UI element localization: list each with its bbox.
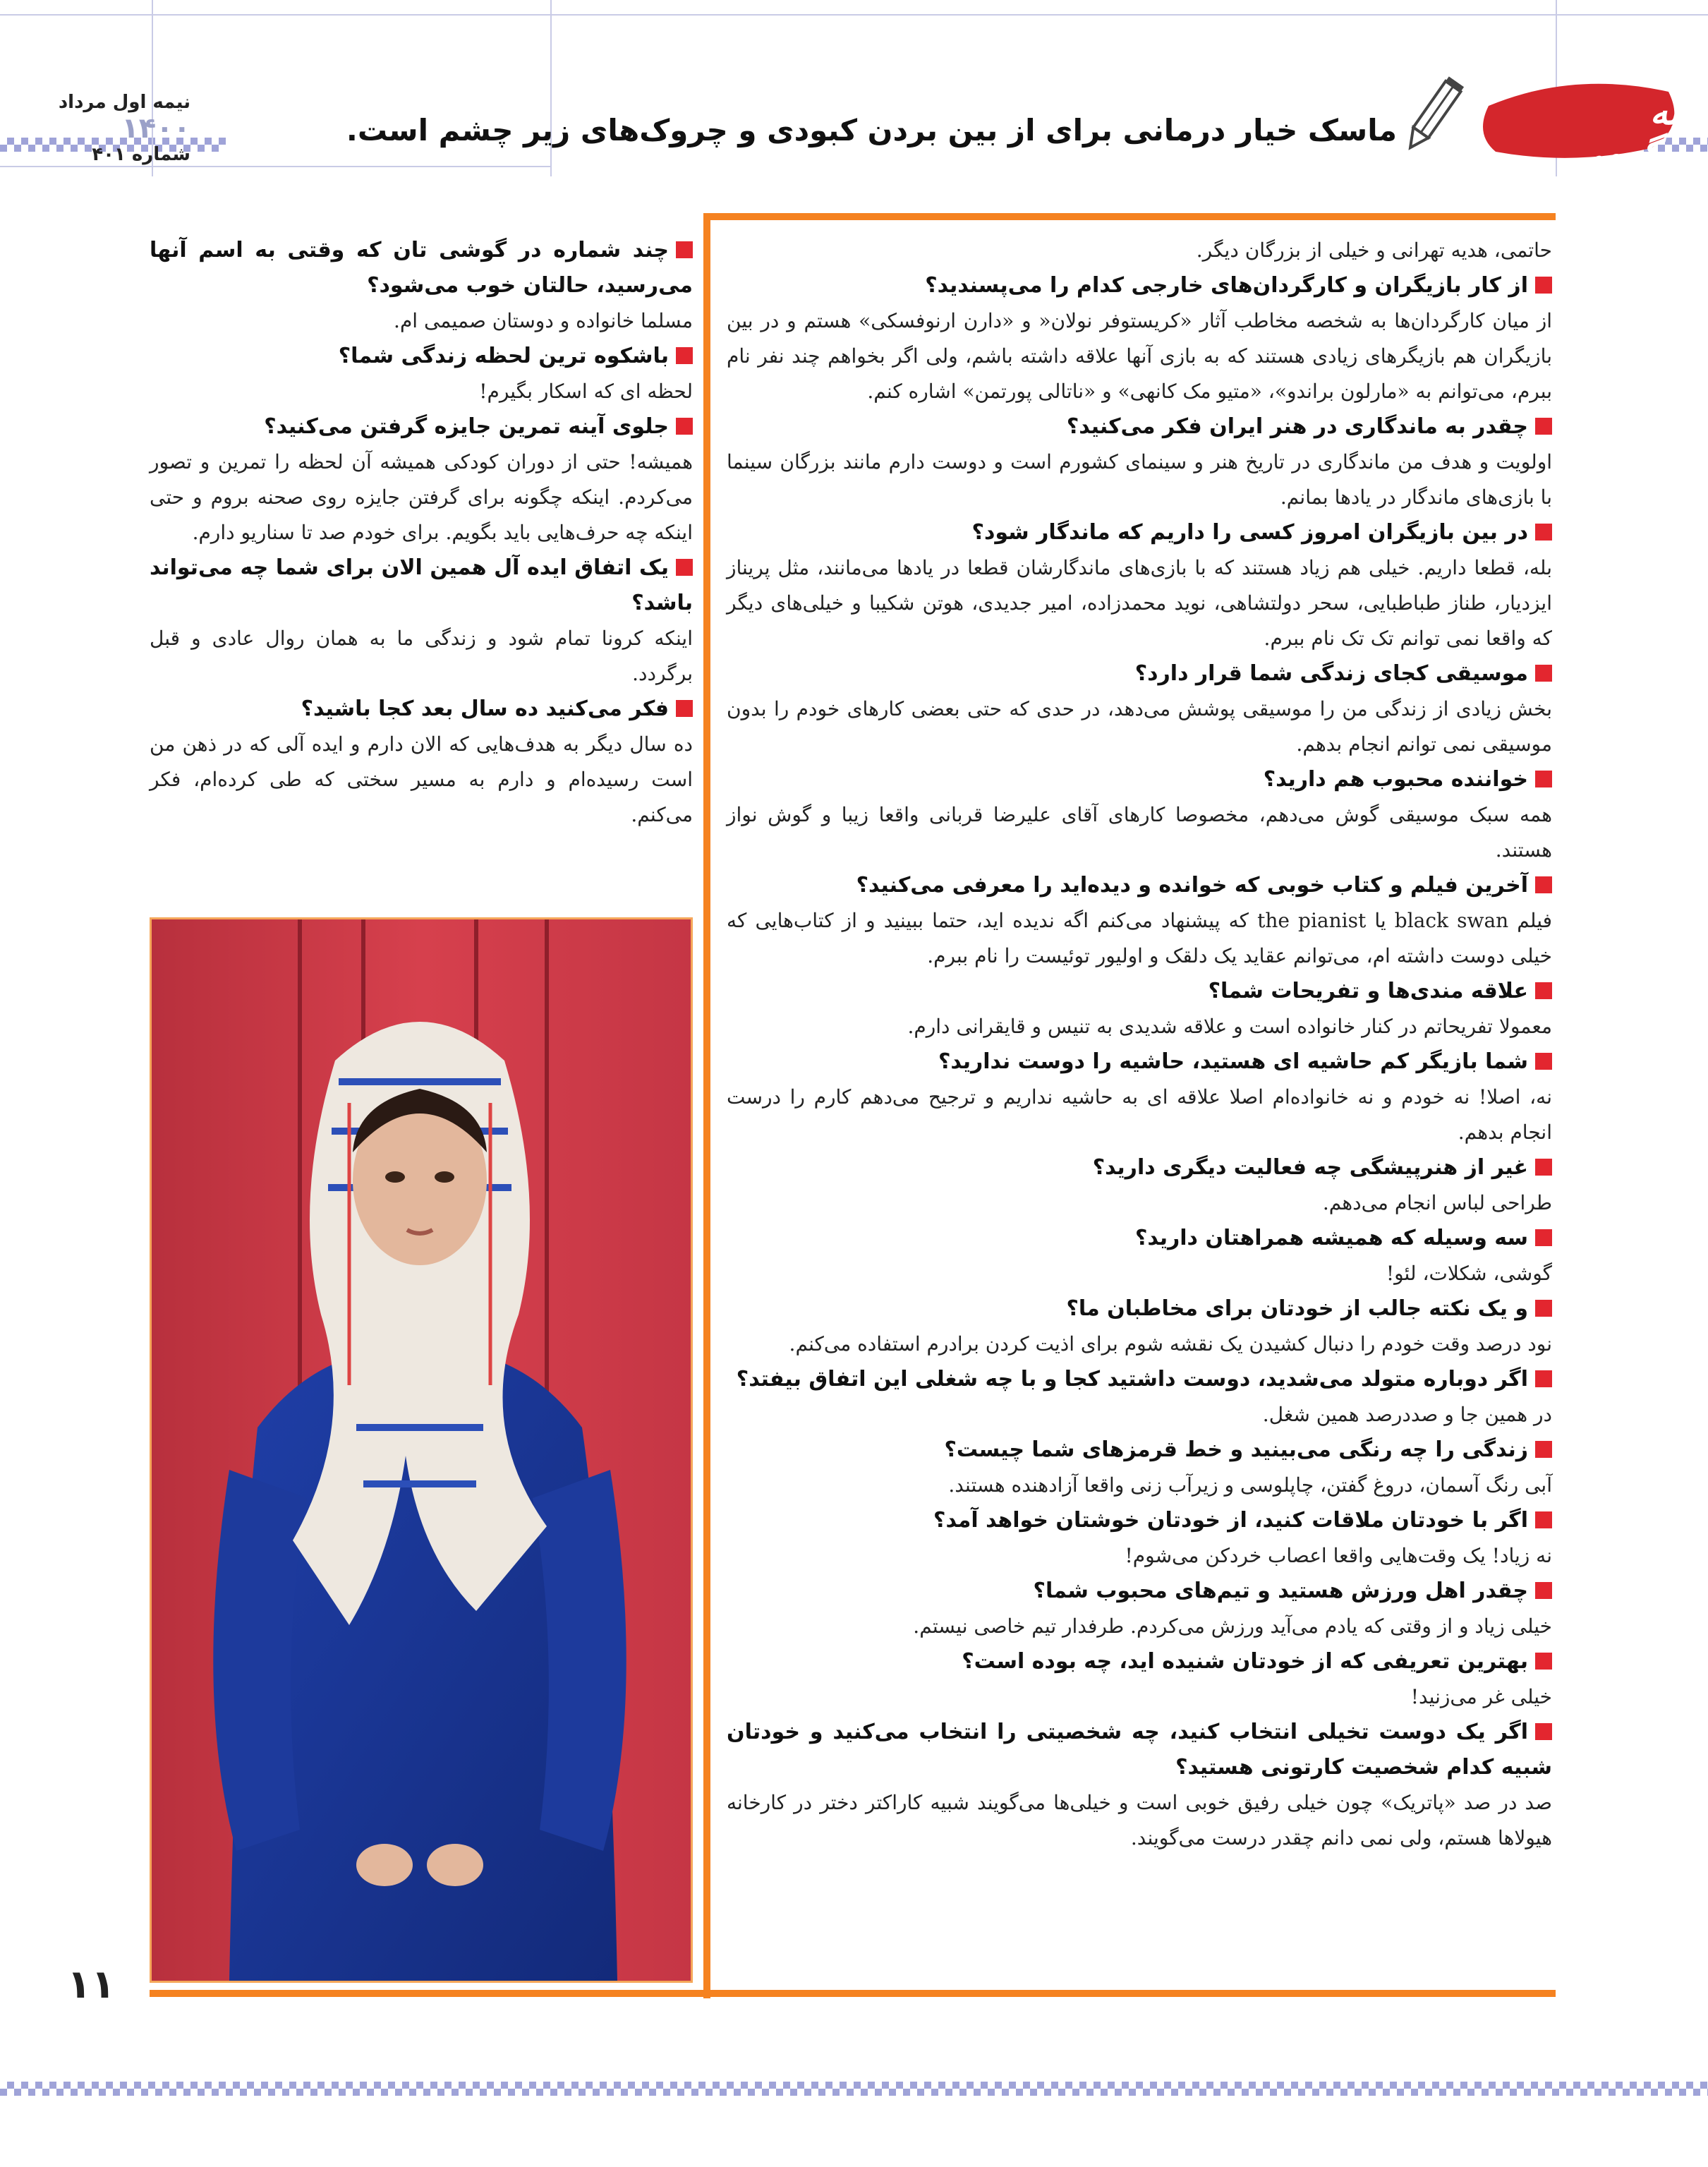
interview-question: [727, 268, 1552, 303]
answer-text: اولویت و هدف من ماندگاری در تاریخ هنر و سینمای کشورم است و دوست دارم مانند بزرگان سینما با بازی‌های ماندگار در یادها بمانم.: [727, 450, 1552, 509]
question-text: اگر یک دوست تخیلی انتخاب کنید، چه شخصیتی را انتخاب می‌کنید و خودتان شبیه کدام شخصیت کارتونی هستید؟: [727, 1720, 1552, 1780]
red-square-bullet-icon: [1535, 1159, 1552, 1176]
interview-question: [727, 1644, 1552, 1679]
issue-info: [28, 92, 190, 165]
interview-question: [727, 515, 1552, 550]
portrait-photo: [150, 917, 693, 1983]
red-square-bullet-icon: [676, 418, 693, 435]
red-square-bullet-icon: [1535, 1229, 1552, 1246]
interview-answer: [727, 233, 1552, 268]
interview-answer: [727, 797, 1552, 868]
red-square-bullet-icon: [676, 559, 693, 576]
answer-text: خیلی زیاد و از وقتی که یادم می‌آید ورزش می‌کردم. طرفدار تیم خاصی نیستم.: [913, 1614, 1552, 1638]
interview-question: [727, 974, 1552, 1009]
question-text: آخرین فیلم و کتاب خوبی که خوانده و دیده‌اید را معرفی می‌کنید؟: [856, 873, 1528, 898]
orange-rule-bottom: [150, 1990, 1556, 1997]
question-text: چند شماره در گوشی تان که وقتی به اسم آنها می‌رسید، حالتان خوب می‌شود؟: [150, 238, 693, 298]
answer-text: بله، قطعا داریم. خیلی هم زیاد هستند که با بازی‌های ماندگارشان قطعا در یادها می‌مانند، مثل پریناز ایزدیار، طناز طباطبایی، سحر دولتشاهی، نوید محمدزاده، امیر جدیدی، هوتن شکیبا و خیلی‌های دیگر که واقعا نمی توانم تک تک نام ببرم.: [727, 556, 1552, 650]
answer-text: حاتمی، هدیه تهرانی و خیلی از بزرگان دیگر.: [1196, 239, 1552, 262]
red-square-bullet-icon: [1535, 771, 1552, 787]
answer-text: همه سبک موسیقی گوش می‌دهم، مخصوصا کارهای آقای علیرضا قربانی واقعا زیبا و گوش نواز هستند.: [727, 803, 1552, 862]
interview-question: [727, 656, 1552, 692]
interview-answer: [150, 621, 693, 692]
answer-text: معمولا تفریحاتم در کنار خانواده است و علاقه شدیدی به تنیس و قایقرانی دارم.: [907, 1015, 1552, 1038]
answer-text: طراحی لباس انجام می‌دهم.: [1322, 1191, 1552, 1214]
answer-text: آبی رنگ آسمان، دروغ گفتن، چاپلوسی و زیرآب زنی واقعا آزادهنده هستند.: [948, 1473, 1552, 1497]
question-text: در بین بازیگران امروز کسی را داریم که ماندگار شود؟: [971, 520, 1528, 545]
red-square-bullet-icon: [1535, 665, 1552, 682]
answer-text: صد در صد «پاتریک» چون خیلی رفیق خوبی است و خیلی‌ها می‌گویند شبیه کاراکتر دختر در کارخانه هیولاها هستم، ولی نمی دانم چقدر درست می‌گویند.: [727, 1791, 1552, 1849]
guide-mid: [550, 0, 552, 176]
question-text: زندگی را چه رنگی می‌بینید و خط قرمزهای شما چیست؟: [944, 1437, 1528, 1462]
bottom-pattern: [0, 2082, 1708, 2096]
red-square-bullet-icon: [1535, 1653, 1552, 1670]
red-square-bullet-icon: [1535, 1441, 1552, 1458]
interview-question: [150, 692, 693, 727]
right-column: [727, 233, 1552, 1856]
header-rule: [0, 166, 550, 167]
interview-question: [150, 550, 693, 621]
interview-answer: [150, 727, 693, 833]
answer-text: ده سال دیگر به هدف‌هایی که الان دارم و ایده آلی که در ذهن من است رسیده‌ام و دارم به مسیر سختی که طی کرده‌ام، فکر می‌کنم.: [150, 732, 693, 826]
red-square-bullet-icon: [1535, 1582, 1552, 1599]
interview-answer: [727, 1185, 1552, 1221]
left-column: [150, 233, 693, 833]
interview-answer: [727, 1009, 1552, 1044]
interview-question: [727, 762, 1552, 797]
top-rule: [0, 14, 1708, 16]
red-square-bullet-icon: [1535, 1370, 1552, 1387]
red-square-bullet-icon: [676, 241, 693, 258]
red-square-bullet-icon: [1535, 876, 1552, 893]
question-text: فکر می‌کنید ده سال بعد کجا باشید؟: [301, 696, 669, 721]
interview-question: [727, 1715, 1552, 1785]
interview-answer: [150, 303, 693, 339]
logo-text: کلبه سرگرمی: [1574, 92, 1708, 174]
interview-answer: [727, 1327, 1552, 1362]
issue-date: نیمه اول مرداد: [58, 92, 190, 113]
answer-text: نه، اصلا! نه خودم و نه خانواده‌ام اصلا علاقه ای به حاشیه نداریم و ترجیح می‌دهم کارم را درست انجام بدهم.: [727, 1085, 1552, 1144]
interview-answer: [727, 1080, 1552, 1150]
interview-question: [727, 1574, 1552, 1609]
question-text: از کار بازیگران و کارگردان‌های خارجی کدام را می‌پسندید؟: [925, 273, 1528, 298]
red-square-bullet-icon: [1535, 982, 1552, 999]
portrait-illustration: [152, 919, 691, 1981]
question-text: اگر دوباره متولد می‌شدید، دوست داشتید کجا و با چه شغلی این اتفاق بیفتد؟: [736, 1367, 1528, 1392]
interview-question: [727, 1150, 1552, 1185]
red-square-bullet-icon: [1535, 1723, 1552, 1740]
red-square-bullet-icon: [676, 700, 693, 717]
red-square-bullet-icon: [1535, 277, 1552, 294]
question-text: بهترین تعریفی که از خودتان شنیده اید، چه بوده است؟: [962, 1649, 1528, 1674]
question-text: خواننده محبوب هم دارید؟: [1263, 767, 1528, 792]
interview-question: [727, 409, 1552, 445]
interview-question: [727, 1362, 1552, 1397]
answer-text: بخش زیادی از زندگی من را موسیقی پوشش می‌دهد، در حدی که حتی بعضی کارهای خودم را بدون موسیقی نمی توانم انجام بدهم.: [727, 697, 1552, 756]
red-square-bullet-icon: [1535, 1053, 1552, 1070]
red-square-bullet-icon: [676, 347, 693, 364]
interview-answer: [727, 903, 1552, 974]
interview-answer: [727, 1609, 1552, 1644]
red-square-bullet-icon: [1535, 1300, 1552, 1317]
interview-answer: [727, 445, 1552, 515]
answer-text: لحظه ای که اسکار بگیرم!: [479, 380, 693, 403]
orange-rule-divider: [703, 213, 710, 1998]
answer-text: گوشی، شکلات، لئو!: [1386, 1262, 1552, 1285]
answer-text: مسلما خانواده و دوستان صمیمی ام.: [394, 309, 693, 332]
question-text: چقدر اهل ورزش هستید و تیم‌های محبوب شما؟: [1033, 1579, 1528, 1603]
interview-question: [727, 1432, 1552, 1468]
interview-question: [727, 1503, 1552, 1538]
question-text: موسیقی کجای زندگی شما قرار دارد؟: [1134, 661, 1528, 686]
interview-answer: [150, 445, 693, 550]
interview-question: [727, 1291, 1552, 1327]
answer-text: همیشه! حتی از دوران کودکی همیشه آن لحظه را تمرین و تصور می‌کردم. اینکه چگونه برای گرفتن جایزه روی صحنه بروم و حتی اینکه چه حرف‌هایی باید بگویم. برای خودم صد تا سناریو دارم.: [150, 450, 693, 544]
question-text: و یک نکته جالب از خودتان برای مخاطبان ما؟: [1066, 1296, 1528, 1321]
question-text: علاقه مندی‌ها و تفریحات شما؟: [1208, 979, 1528, 1003]
pencil-icon: [1400, 74, 1464, 159]
answer-text: از میان کارگردان‌ها به شخصه مخاطب آثار «کریستوفر نولان« و «دارن ارنوفسکی» هستم و در بین بازیگران هم بازیگرهای زیادی هستند که به بازی آنها علاقه داشته باشم، ولی اگر بخواهم چند نفر نام ببرم، می‌توانم به «مارلون براندو»، «متیو مک کانهی» و «ناتالی پورتمن» اشاره کنم.: [727, 309, 1552, 403]
answer-text: فیلم black swan یا the pianist که پیشنهاد می‌کنم اگه ندیده اید، حتما ببینید و از کتاب‌هایی که خیلی دوست داشته ام، می‌توانم عقاید یک دلقک و اولیور توئیست را نام ببرم.: [727, 909, 1553, 967]
headline: ماسک خیار درمانی برای از بین بردن کبودی و چروک‌های زیر چشم است.: [346, 113, 1397, 147]
question-text: جلوی آینه تمرین جایزه گرفتن می‌کنید؟: [264, 414, 669, 439]
question-text: چقدر به ماندگاری در هنر ایران فکر می‌کنید؟: [1066, 414, 1528, 439]
interview-answer: [727, 1397, 1552, 1432]
interview-question: [727, 1044, 1552, 1080]
interview-answer: [727, 1468, 1552, 1503]
interview-answer: [727, 692, 1552, 762]
answer-text: نه زیاد! یک وقت‌هایی واقعا اعصاب خردکن می‌شوم!: [1125, 1544, 1552, 1567]
red-square-bullet-icon: [1535, 1511, 1552, 1528]
orange-rule-top: [705, 213, 1556, 220]
question-text: اگر با خودتان ملاقات کنید، از خودتان خوشتان خواهد آمد؟: [933, 1508, 1528, 1533]
red-square-bullet-icon: [1535, 418, 1552, 435]
question-text: یک اتفاق ایده آل همین الان برای شما چه می‌تواند باشد؟: [150, 555, 693, 615]
interview-answer: [727, 550, 1552, 656]
interview-question: [150, 409, 693, 445]
interview-answer: [727, 303, 1552, 409]
question-text: باشکوه ترین لحظه زندگی شما؟: [338, 344, 669, 368]
interview-answer: [727, 1679, 1552, 1715]
interview-question: [727, 1221, 1552, 1256]
question-text: شما بازیگر کم حاشیه ای هستید، حاشیه را دوست ندارید؟: [938, 1049, 1528, 1074]
page-number: ۱۱: [67, 1962, 116, 2008]
question-text: سه وسیله که همیشه همراهتان دارید؟: [1135, 1226, 1528, 1250]
interview-answer: [727, 1256, 1552, 1291]
interview-answer: [727, 1785, 1552, 1856]
answer-text: خیلی غر می‌زنید!: [1410, 1685, 1552, 1708]
interview-question: [150, 233, 693, 303]
answer-text: نود درصد وقت خودم را دنبال کشیدن یک نقشه شوم برای اذیت کردن برادرم استفاده می‌کنم.: [789, 1332, 1552, 1356]
red-square-bullet-icon: [1535, 524, 1552, 541]
question-text: غیر از هنرپیشگی چه فعالیت دیگری دارید؟: [1092, 1155, 1528, 1180]
interview-answer: [150, 374, 693, 409]
interview-question: [727, 868, 1552, 903]
interview-question: [150, 339, 693, 374]
answer-text: در همین جا و صددرصد همین شغل.: [1262, 1403, 1552, 1426]
answer-text: اینکه کرونا تمام شود و زندگی ما به همان روال عادی و قبل برگردد.: [150, 627, 693, 685]
issue-number: شماره ۴۰۱: [92, 144, 190, 165]
issue-year: ۱۴۰۰: [121, 112, 190, 145]
interview-answer: [727, 1538, 1552, 1574]
